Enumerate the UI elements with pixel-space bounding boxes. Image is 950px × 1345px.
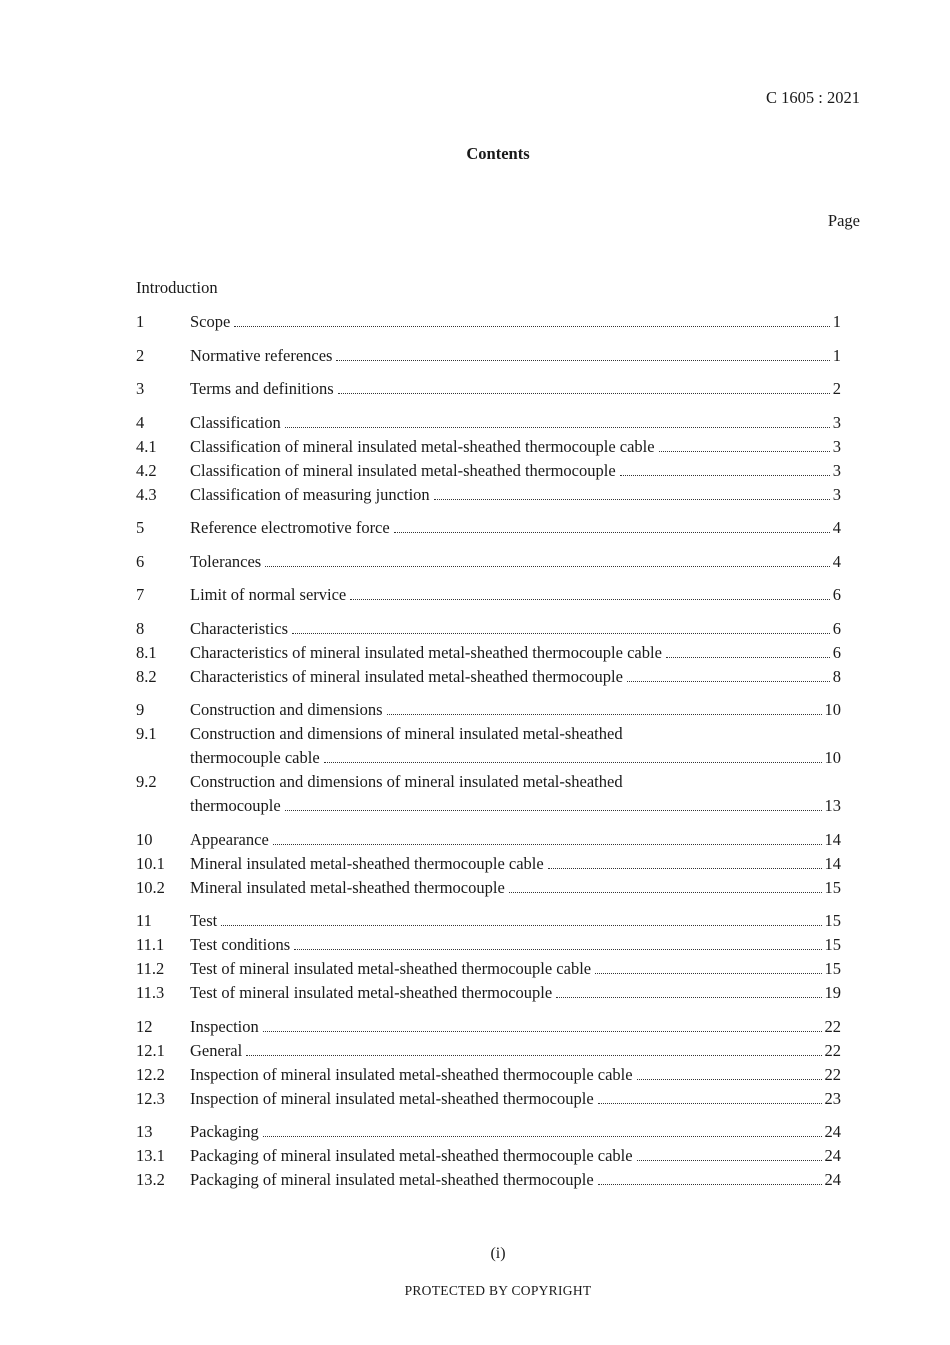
toc-entry-13[interactable] (136, 1121, 841, 1145)
toc-entry-title: Inspection of mineral insulated metal-sheathed thermocouple (190, 1088, 594, 1108)
dot-leader (598, 1103, 822, 1104)
toc-entry-page: 14 (824, 853, 841, 873)
toc-entry-5[interactable] (136, 517, 841, 541)
dot-leader (265, 566, 830, 567)
dot-leader (285, 427, 830, 428)
toc-entry-title: Characteristics of mineral insulated metal-sheathed thermocouple (190, 666, 623, 686)
toc-entry-number: 8.2 (136, 666, 157, 686)
toc-entry-title: Packaging of mineral insulated metal-sheathed thermocouple (190, 1170, 594, 1189)
toc-entry-9-2-continued[interactable] (136, 795, 841, 819)
dot-leader (285, 810, 822, 811)
toc-entry-title: Appearance (190, 829, 269, 849)
toc-entry-number: 4.2 (136, 460, 157, 480)
toc-entry-number: 7 (136, 585, 145, 604)
copyright-notice: PROTECTED BY COPYRIGHT (404, 1283, 592, 1298)
toc-entry-title: Mineral insulated metal-sheathed thermocouple (190, 877, 505, 897)
toc-entry-number: 8.1 (136, 642, 157, 662)
toc-entry-title: Construction and dimensions of mineral insulated metal-sheathed (190, 724, 623, 743)
toc-entry-title: General (190, 1040, 243, 1060)
toc-entry-title: Test of mineral insulated metal-sheathed thermocouple (190, 983, 553, 1002)
toc-entry-number: 11.1 (136, 935, 165, 954)
toc-entry-12-3[interactable] (136, 1088, 841, 1112)
toc-entry-page: 22 (824, 1016, 841, 1036)
toc-entry-page: 15 (824, 877, 841, 897)
toc-entry-2[interactable] (136, 345, 841, 369)
toc-entry-page: 3 (832, 484, 841, 504)
dot-leader (246, 1055, 821, 1056)
toc-entry-page: 15 (824, 935, 841, 954)
toc-entry-title: Construction and dimensions of mineral insulated metal-sheathed (190, 772, 623, 791)
toc-entry-page: 10 (824, 700, 841, 719)
toc-entry-page: 3 (832, 436, 841, 456)
toc-entry-9-2[interactable] (136, 771, 841, 795)
dot-leader (324, 762, 822, 763)
dot-leader (627, 681, 830, 682)
toc-entry-number: 9.2 (136, 772, 157, 791)
toc-entry-page: 2 (832, 379, 841, 398)
dot-leader (509, 892, 822, 893)
toc-entry-number: 5 (136, 518, 145, 537)
toc-entry-page: 4 (832, 518, 841, 537)
toc-entry-number: 3 (136, 379, 145, 398)
toc-entry-number: 13 (136, 1122, 153, 1141)
dot-leader (350, 599, 830, 600)
dot-leader (548, 868, 822, 869)
toc-entry-10-1[interactable] (136, 853, 841, 877)
toc-entry-page: 24 (824, 1170, 841, 1189)
toc-entry-page: 24 (824, 1146, 841, 1165)
toc-entry-3[interactable] (136, 378, 841, 402)
toc-entry-title: Inspection of mineral insulated metal-sheathed thermocouple cable (190, 1064, 633, 1084)
toc-entry-page: 10 (824, 748, 841, 767)
toc-entry-11-3[interactable] (136, 982, 841, 1006)
toc-entry-page: 15 (824, 959, 841, 978)
dot-leader (394, 532, 830, 533)
toc-entry-page: 22 (824, 1040, 841, 1060)
toc-entry-number: 12.3 (136, 1088, 165, 1108)
toc-entry-title: Construction and dimensions (190, 700, 383, 719)
toc-entry-title: Tolerances (190, 551, 262, 571)
toc-entry-page: 6 (832, 585, 841, 604)
toc-introduction[interactable]: Introduction (136, 278, 218, 297)
toc-entry-page: 1 (832, 345, 841, 365)
toc-entry-7[interactable] (136, 584, 841, 608)
page-column-label: Page (827, 211, 860, 230)
toc-entry-page: 8 (832, 666, 841, 686)
toc-entry-title: Mineral insulated metal-sheathed thermocouple cable (190, 853, 544, 873)
toc-entry-number: 6 (136, 551, 145, 571)
dot-leader (556, 997, 821, 998)
document-id: C 1605 : 2021 (766, 88, 860, 107)
dot-leader (336, 360, 829, 361)
toc-entry-number: 10 (136, 829, 153, 849)
dot-leader (666, 657, 830, 658)
dot-leader (598, 1184, 822, 1185)
toc-entry-number: 9 (136, 700, 145, 719)
toc-entry-title: Classification (190, 412, 281, 432)
toc-entry-title: Inspection (190, 1016, 259, 1036)
toc-entry-title: Test conditions (190, 935, 291, 954)
dot-leader (659, 451, 830, 452)
toc-entry-number: 2 (136, 345, 145, 365)
toc-entry-title: Normative references (190, 345, 333, 365)
dot-leader (292, 633, 830, 634)
toc-entry-12[interactable] (136, 1016, 841, 1040)
dot-leader (294, 949, 821, 950)
dot-leader (387, 714, 822, 715)
toc-entry-number: 8 (136, 618, 145, 638)
toc-entry-page: 23 (824, 1088, 841, 1108)
toc-entry-12-2[interactable] (136, 1064, 841, 1088)
dot-leader (221, 925, 821, 926)
toc-entry-title: Test of mineral insulated metal-sheathed thermocouple cable (190, 959, 592, 978)
toc-entry-page: 6 (832, 618, 841, 638)
toc-entry-page: 22 (824, 1064, 841, 1084)
dot-leader (620, 475, 830, 476)
toc-entry-page: 3 (832, 460, 841, 480)
dot-leader (263, 1031, 822, 1032)
toc-entry-6[interactable] (136, 551, 841, 575)
toc-entry-9-1[interactable] (136, 723, 841, 747)
dot-leader (234, 326, 829, 327)
toc-entry-page: 4 (832, 551, 841, 571)
toc-entry-8-1[interactable] (136, 642, 841, 666)
toc-entry-number: 13.1 (136, 1146, 165, 1165)
toc-entry-11[interactable] (136, 910, 841, 934)
toc-entry-12-1[interactable] (136, 1040, 841, 1064)
toc-entry-13-1[interactable] (136, 1145, 841, 1169)
toc-entry-page: 3 (832, 412, 841, 432)
dot-leader (273, 844, 822, 845)
toc-entry-13-2[interactable] (136, 1169, 841, 1193)
toc-entry-11-2[interactable] (136, 958, 841, 982)
toc-entry-page: 19 (824, 983, 841, 1002)
toc-entry-title-continued: thermocouple (190, 796, 281, 815)
toc-entry-9-1-continued[interactable] (136, 747, 841, 771)
contents-title: Contents (466, 144, 530, 163)
toc-entry-10[interactable] (136, 829, 841, 853)
toc-entry-page: 24 (824, 1122, 841, 1141)
toc-entry-title: Packaging of mineral insulated metal-sheathed thermocouple cable (190, 1146, 633, 1165)
toc-entry-page: 1 (832, 312, 841, 331)
toc-entry-number: 11.3 (136, 983, 165, 1002)
toc-entry-title-continued: thermocouple cable (190, 748, 320, 767)
toc-entry-9[interactable] (136, 699, 841, 723)
toc-entry-4-3[interactable] (136, 484, 841, 508)
toc-entry-number: 12 (136, 1016, 153, 1036)
toc-entry-page: 13 (824, 796, 841, 815)
toc-entry-page: 15 (824, 911, 841, 930)
toc-entry-title: Test (190, 911, 218, 930)
toc-entry-number: 9.1 (136, 724, 157, 743)
toc-entry-number: 12.1 (136, 1040, 165, 1060)
dot-leader (434, 499, 830, 500)
toc-entry-number: 4.3 (136, 484, 157, 504)
toc-entry-title: Terms and definitions (190, 379, 334, 398)
toc-entry-1[interactable] (136, 311, 841, 335)
dot-leader (595, 973, 821, 974)
toc-entry-page: 6 (832, 642, 841, 662)
toc-entry-11-1[interactable] (136, 934, 841, 958)
page-number: (i) (490, 1245, 506, 1262)
toc-entry-number: 1 (136, 312, 145, 331)
toc-entry-number: 12.2 (136, 1064, 165, 1084)
toc-entry-title: Scope (190, 312, 231, 331)
toc-entry-title: Packaging (190, 1122, 259, 1141)
dot-leader (263, 1136, 822, 1137)
toc-entry-4[interactable] (136, 412, 841, 436)
dot-leader (637, 1079, 822, 1080)
toc-entry-title: Characteristics of mineral insulated metal-sheathed thermocouple cable (190, 642, 662, 662)
toc-entry-number: 4 (136, 412, 145, 432)
toc-entry-title: Reference electromotive force (190, 518, 390, 537)
toc-entry-10-2[interactable] (136, 877, 841, 901)
table-of-contents (136, 277, 841, 1193)
toc-entry-number: 10.1 (136, 853, 165, 873)
dot-leader (338, 393, 830, 394)
dot-leader (637, 1160, 822, 1161)
toc-entry-title: Classification of measuring junction (190, 484, 430, 504)
toc-entry-4-1[interactable] (136, 436, 841, 460)
toc-entry-title: Classification of mineral insulated metal-sheathed thermocouple cable (190, 436, 655, 456)
toc-entry-number: 10.2 (136, 877, 165, 897)
toc-entry-8-2[interactable] (136, 666, 841, 690)
toc-entry-number: 11 (136, 911, 152, 930)
toc-entry-page: 14 (824, 829, 841, 849)
toc-entry-title: Limit of normal service (190, 585, 347, 604)
toc-entry-title: Classification of mineral insulated metal-sheathed thermocouple (190, 460, 616, 480)
toc-entry-number: 11.2 (136, 959, 165, 978)
toc-entry-number: 4.1 (136, 436, 157, 456)
toc-entry-4-2[interactable] (136, 460, 841, 484)
toc-entry-title: Characteristics (190, 618, 289, 638)
toc-entry-number: 13.2 (136, 1170, 165, 1189)
toc-entry-8[interactable] (136, 618, 841, 642)
